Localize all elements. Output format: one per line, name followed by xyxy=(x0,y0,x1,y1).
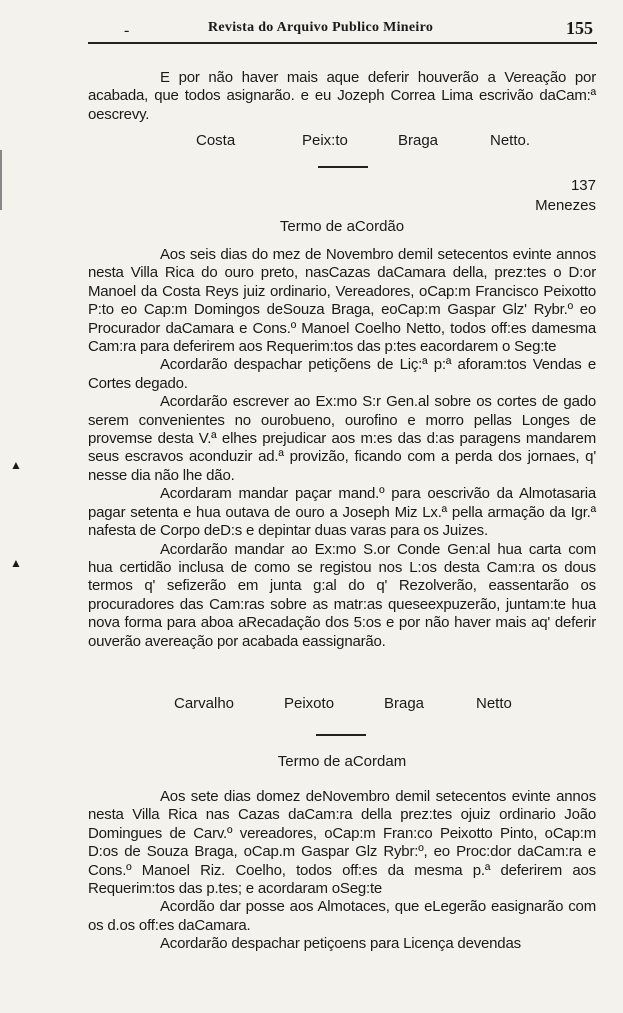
signature: Netto. xyxy=(490,132,531,149)
marginal-name: Menezes xyxy=(535,197,596,214)
paragraph: Aos seis dias do mez de Novembro demil setecentos evinte annos nesta Villa Rica do ouro preto, nasCazas daCamara della, prez:tes o D:or Manoel da Costa Reys juiz ordinario, Vereadores, oCap:m Francisco Peixotto P:to eo Cap:m Domingos deSouza Braga, eoCap:m Gaspar Glz' Rybr.º eo Procurador daCamara e Cons.º Manoel Coelho Netto, todos off:es damesma Cam:ra para deferirem aos Requerim:tos das p:tes eacordarem o Seg:te xyxy=(88,246,596,356)
signature: Braga xyxy=(384,695,425,712)
signature: Peix:to xyxy=(302,132,348,149)
running-header xyxy=(88,18,597,44)
entry-number: 137 xyxy=(570,177,596,194)
closing-paragraph xyxy=(88,69,596,124)
header-dash: - xyxy=(124,22,130,39)
paragraph: E por não haver mais aque deferir houverão a Vereação por acabada, que todos asignarão. e eu Jozeph Correa Lima escrivão daCam:ª oescrevy. xyxy=(88,69,596,123)
journal-title: Revista do Arquivo Publico Mineiro xyxy=(208,20,434,35)
margin-mark: ▲ xyxy=(10,556,22,570)
page-number: 155 xyxy=(566,18,593,38)
paragraph: Acordarão mandar ao Ex:mo S.or Conde Gen:al hua carta com hua certidão inclusa de como se registou nos L:os desta Cam:ra os dous termos q' sefizerão em junta g:al do q' Rezolverão, eassentarão os procuradores das Cam:ras sobre as matr:as queseexpuzerão, juntam:te hua nova forma para aboa aRecadação dos 5:os e por não haver mais aq' deferir ouverão avereação por acabada eassignarão. xyxy=(88,540,596,650)
section-heading: Termo de aCordão xyxy=(279,218,405,235)
paragraph: Acordarão despachar petiçõens de Liç:ª p:ª aforam:tos Vendas e Cortes degado. xyxy=(88,356,596,392)
signature: Peixoto xyxy=(284,695,335,712)
section-heading: Termo de aCordam xyxy=(277,753,407,770)
paragraph: Acordão dar posse aos Almotaces, que eLegerão easignarão com os d.os off:es daCamara. xyxy=(88,898,596,934)
signature: Netto xyxy=(476,695,512,712)
signature: Costa xyxy=(196,132,236,149)
minutes-body-1 xyxy=(88,246,596,651)
signature: Carvalho xyxy=(174,695,235,712)
section-divider xyxy=(318,166,368,168)
section-divider xyxy=(316,734,366,736)
margin-mark: ▲ xyxy=(10,458,22,472)
minutes-body-2 xyxy=(88,788,596,954)
paragraph: Acordarão escrever ao Ex:mo S:r Gen.al sobre os cortes de gado serem convenientes no ourobueno, ourofino e morro pellas Longes de provemse desta V.ª elhes prejudicar aos m:es das d:as paragens mandarem seus escravos aconduzir ad.ª provizão, ficando com a perda dos jornaes, q' nesse dia não lhe dão. xyxy=(88,393,596,484)
signature: Braga xyxy=(398,132,439,149)
paragraph: Acordaram mandar paçar mand.º para oescrivão da Almotasaria pagar setenta e hua outava de ouro a Joseph Miz Lx.ª pella armação da Igr.ª nafesta de Corpo deD:s e depintar duas varas para os Juizes. xyxy=(88,485,596,540)
scan-edge xyxy=(0,150,2,210)
paragraph: Acordarão despachar petiçoens para Licença devendas xyxy=(160,935,521,953)
paragraph: Aos sete dias domez deNovembro demil setecentos evinte annos nesta Villa Rica nas Cazas daCam:ra della prez:tes ojuiz ordinario João Domingues de Carv.º vereadores, oCap:m Fran:co Peixotto Pinto, oCap:m D:os de Souza Braga, oCap.m Gaspar Glz Rybr:º, eo Proc:dor daCam:ra e Cons.º Manoel Riz. Coelho, todos off:es da mesma p.ª deferirem aos Requerim:tos das p.tes; e acordaram oSeg:te xyxy=(88,788,596,898)
